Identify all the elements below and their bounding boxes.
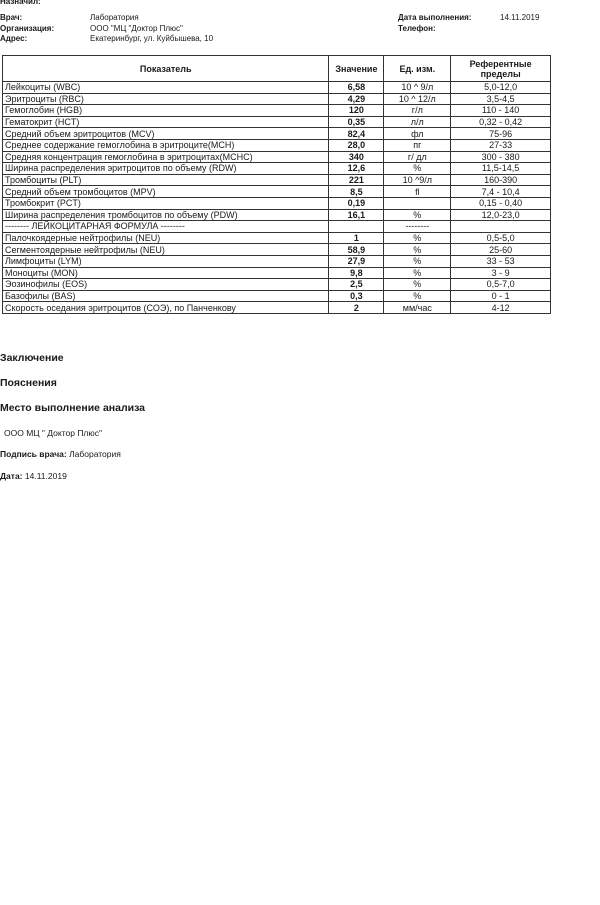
row-ref <box>451 221 551 233</box>
row-value <box>329 221 384 233</box>
table-row <box>3 93 551 105</box>
row-ref: 4-12 <box>451 302 551 314</box>
row-ref: 5,0-12,0 <box>451 82 551 94</box>
row-name: Моноциты (MON) <box>3 267 329 279</box>
table-row <box>3 82 551 94</box>
row-value: 16,1 <box>329 209 384 221</box>
date-done-value: 14.11.2019 <box>500 13 540 22</box>
row-name: Средняя концентрация гемоглобина в эритроцитах(MCHC) <box>3 151 329 163</box>
row-value: 120 <box>329 105 384 117</box>
row-name: Эритроциты (RBC) <box>3 93 329 105</box>
row-ref: 3 - 9 <box>451 267 551 279</box>
row-ref: 0,32 - 0,42 <box>451 116 551 128</box>
row-value: 221 <box>329 174 384 186</box>
row-name: Эозинофилы (EOS) <box>3 279 329 291</box>
row-value: 0,3 <box>329 290 384 302</box>
row-value: 12,6 <box>329 163 384 175</box>
row-value: 8,5 <box>329 186 384 198</box>
col-header-indicator: Показатель <box>3 56 329 82</box>
row-value: 0,35 <box>329 116 384 128</box>
row-value: 9,8 <box>329 267 384 279</box>
row-unit: % <box>384 279 451 291</box>
row-name: Сегментоядерные нейтрофилы (NEU) <box>3 244 329 256</box>
organization-value: ООО "МЦ "Доктор Плюс" <box>90 24 183 33</box>
row-unit: 10 ^ 9/л <box>384 82 451 94</box>
row-unit: % <box>384 290 451 302</box>
row-name: Скорость оседания эритроцитов (СОЭ), по Панченкову <box>3 302 329 314</box>
row-unit: мм/час <box>384 302 451 314</box>
row-ref: 25-60 <box>451 244 551 256</box>
table-row <box>3 267 551 279</box>
date-value: 14.11.2019 <box>24 471 67 481</box>
table-row <box>3 163 551 175</box>
row-ref: 160-390 <box>451 174 551 186</box>
table-row <box>3 139 551 151</box>
row-name: Среднее содержание гемоглобина в эритроците(MCH) <box>3 139 329 151</box>
report-header <box>0 0 600 50</box>
row-name: Лимфоциты (LYM) <box>3 255 329 267</box>
row-ref: 0,5-7,0 <box>451 279 551 291</box>
row-value: 4,29 <box>329 93 384 105</box>
row-ref: 0 - 1 <box>451 290 551 302</box>
row-name: Ширина распределения эритроцитов по объему (RDW) <box>3 163 329 175</box>
row-unit: фл <box>384 128 451 140</box>
table-row-section <box>3 221 551 233</box>
row-value: 0,19 <box>329 197 384 209</box>
row-name: Базофилы (BAS) <box>3 290 329 302</box>
row-ref: 11,5-14,5 <box>451 163 551 175</box>
row-unit: -------- <box>384 221 451 233</box>
table-row <box>3 255 551 267</box>
row-value: 82,4 <box>329 128 384 140</box>
row-unit <box>384 197 451 209</box>
row-value: 2 <box>329 302 384 314</box>
table-row <box>3 290 551 302</box>
row-unit: % <box>384 232 451 244</box>
conclusion-heading: Заключение <box>0 352 64 364</box>
row-name: Средний объем тромбоцитов (MPV) <box>3 186 329 198</box>
row-name: Ширина распределения тромбоцитов по объему (PDW) <box>3 209 329 221</box>
row-name: Гемоглобин (HGB) <box>3 105 329 117</box>
place-value: ООО МЦ " Доктор Плюс" <box>4 428 103 438</box>
table-header-row <box>3 56 551 82</box>
col-header-value: Значение <box>329 56 384 82</box>
address-label: Адрес: <box>0 34 28 43</box>
row-unit: fl <box>384 186 451 198</box>
row-ref: 0,5-5,0 <box>451 232 551 244</box>
row-unit: г/ дл <box>384 151 451 163</box>
row-ref: 300 - 380 <box>451 151 551 163</box>
row-unit: г/л <box>384 105 451 117</box>
table-row <box>3 105 551 117</box>
date-label: Дата: <box>0 471 23 481</box>
address-value: Екатеринбург, ул. Куйбышева, 10 <box>90 34 214 43</box>
row-unit: % <box>384 163 451 175</box>
place-heading: Место выполнение анализа <box>0 402 146 414</box>
table-row <box>3 302 551 314</box>
row-name: Палочкоядерные нейтрофилы (NEU) <box>3 232 329 244</box>
row-name: Тромбоциты (PLT) <box>3 174 329 186</box>
table-row <box>3 279 551 291</box>
row-value: 6,58 <box>329 82 384 94</box>
row-ref: 3,5-4,5 <box>451 93 551 105</box>
signature-label: Подпись врача: <box>0 449 67 459</box>
date-line <box>0 471 67 481</box>
table-row <box>3 232 551 244</box>
doctor-value: Лаборатория <box>90 13 139 22</box>
table-row <box>3 197 551 209</box>
row-unit: % <box>384 255 451 267</box>
row-value: 58,9 <box>329 244 384 256</box>
row-name: Средний объем эритроцитов (MCV) <box>3 128 329 140</box>
ordered-label: Назначил: <box>0 0 41 6</box>
row-unit: % <box>384 267 451 279</box>
table-row <box>3 174 551 186</box>
col-header-unit: Ед. изм. <box>384 56 451 82</box>
row-name: Лейкоциты (WBC) <box>3 82 329 94</box>
explanations-heading: Пояснения <box>0 377 57 389</box>
row-ref: 75-96 <box>451 128 551 140</box>
row-name: Тромбокрит (PCT) <box>3 197 329 209</box>
doctor-label: Врач: <box>0 13 23 22</box>
organization-label: Организация: <box>0 24 55 33</box>
row-value: 340 <box>329 151 384 163</box>
row-ref: 33 - 53 <box>451 255 551 267</box>
row-value: 28,0 <box>329 139 384 151</box>
date-done-label: Дата выполнения: <box>398 13 472 22</box>
col-header-reference: Референтные пределы <box>451 56 551 82</box>
table-row <box>3 186 551 198</box>
row-unit: 10 ^9/л <box>384 174 451 186</box>
row-value: 27,9 <box>329 255 384 267</box>
row-ref: 0,15 - 0,40 <box>451 197 551 209</box>
row-ref: 27-33 <box>451 139 551 151</box>
row-ref: 12,0-23,0 <box>451 209 551 221</box>
table-row <box>3 244 551 256</box>
table-row <box>3 128 551 140</box>
row-unit: пг <box>384 139 451 151</box>
row-name: Гематокрит (HCT) <box>3 116 329 128</box>
row-ref: 110 - 140 <box>451 105 551 117</box>
signature-value: Лаборатория <box>69 449 121 459</box>
row-value: 2,5 <box>329 279 384 291</box>
row-name: -------- ЛЕЙКОЦИТАРНАЯ ФОРМУЛА -------- <box>3 221 329 233</box>
table-row <box>3 209 551 221</box>
row-unit: 10 ^ 12/л <box>384 93 451 105</box>
row-value: 1 <box>329 232 384 244</box>
phone-label: Телефон: <box>398 24 436 33</box>
table-row <box>3 151 551 163</box>
row-unit: % <box>384 244 451 256</box>
row-unit: % <box>384 209 451 221</box>
table-row <box>3 116 551 128</box>
signature-line <box>0 449 121 459</box>
row-ref: 7,4 - 10,4 <box>451 186 551 198</box>
row-unit: л/л <box>384 116 451 128</box>
results-table <box>2 55 551 314</box>
